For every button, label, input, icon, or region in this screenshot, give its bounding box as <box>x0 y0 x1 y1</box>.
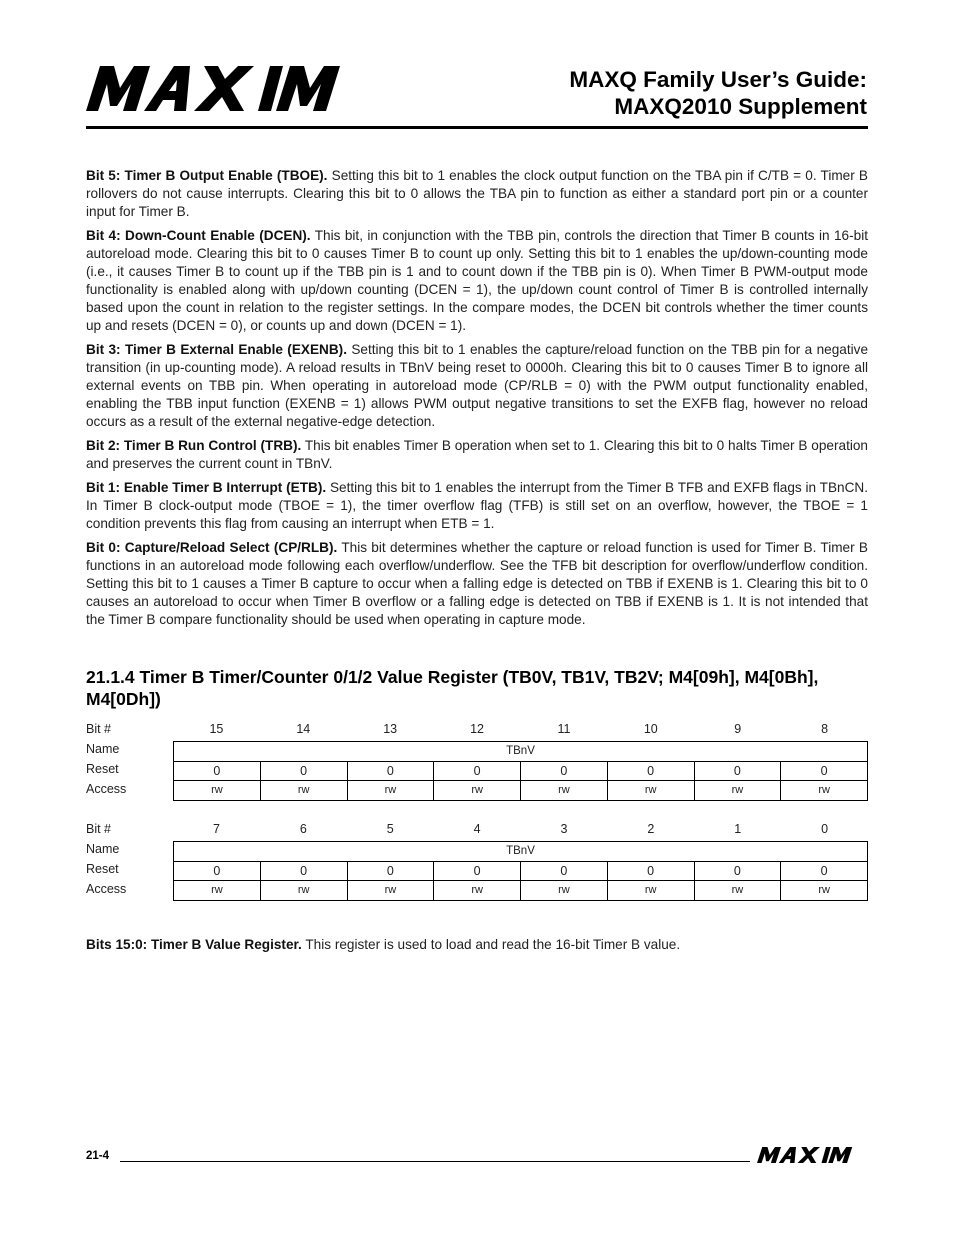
paragraph-label: Bit 0: Capture/Reload Select (CP/RLB). <box>86 540 338 555</box>
reset-cell: 0 <box>261 762 348 781</box>
paragraph-text: Setting this bit to 1 enables the interrupt from the Timer B TFB and EXFB flags in TBnCN. In Timer B clock-output mode (TBOE = 1), the timer overflow flag (TFB) is still set on an overflow, however, the TBOE = 1 condition prevents this flag from causing an interrupt when ETB = 1. <box>86 480 868 531</box>
paragraph-label: Bit 4: Down-Count Enable (DCEN). <box>86 228 311 243</box>
access-cells <box>173 881 868 901</box>
document-title <box>569 66 867 120</box>
paragraph-bit4 <box>86 227 868 335</box>
document-title-line1: MAXQ Family User’s Guide: <box>569 67 867 92</box>
maxim-footer-logo <box>757 1147 868 1163</box>
access-cell: rw <box>521 781 608 801</box>
reset-row-label: Reset <box>86 862 119 876</box>
reset-cell: 0 <box>695 762 782 781</box>
register-name-cell: TBnV <box>173 841 868 862</box>
paragraph-label: Bit 3: Timer B External Enable (EXENB). <box>86 342 347 357</box>
reset-cell: 0 <box>174 762 261 781</box>
paragraph-bit2 <box>86 437 868 473</box>
access-cells <box>173 781 868 801</box>
bit-number: 0 <box>821 822 829 836</box>
reset-cells <box>173 761 868 781</box>
bit-number: 5 <box>386 822 394 836</box>
access-cell: rw <box>348 781 435 801</box>
paragraph-text: This bit, in conjunction with the TBB pin, controls the direction that Timer B counts in 16-bit autoreload mode. Clearing this bit to 0 causes Timer B to count up only. Setting this bit to 1 enables the up/down-counting mode (i.e., it causes Timer B to count up if the TBB pin is 1 and to count down if the TBB pin is 0). When Timer B PWM-output mode functionality is enabled along with up/down counting (DCEN = 1), the up/down count control of Timer B is controlled internally based upon the count in relation to the register settings. In the compare modes, the DCEN bit controls whether the timer counts up and resets (DCEN = 0), or counts up and down (DCEN = 1). <box>86 228 868 333</box>
bit-row <box>86 821 868 841</box>
bit-number: 3 <box>560 822 568 836</box>
bit-row-label: Bit # <box>86 822 112 836</box>
name-row <box>86 741 868 761</box>
paragraph-text: This bit determines whether the capture or reload function is used for Timer B. Timer B functions in an autoreload mode following each overflow/underflow. See the TFB bit description for overflow/underflow condition. Setting this bit to 1 causes a Timer B capture to occur when a falling edge is detected on TBB if EXENB is 1. Clearing this bit to 0 causes an autoreload to occur when Timer B overflow or a falling edge is detected on TBB if EXENB is 1. It is not intended that the Timer B compare functionality should be used when operating in capture mode. <box>86 540 868 627</box>
access-cell: rw <box>261 781 348 801</box>
reset-row-label: Reset <box>86 762 119 776</box>
paragraph-label: Bit 5: Timer B Output Enable (TBOE). <box>86 168 328 183</box>
access-cell: rw <box>521 881 608 901</box>
access-cell: rw <box>261 881 348 901</box>
paragraph-bit0 <box>86 539 868 629</box>
bit-number: 8 <box>821 722 829 736</box>
bit-number: 14 <box>296 722 311 736</box>
reset-cell: 0 <box>434 762 521 781</box>
bit-number: 12 <box>470 722 485 736</box>
section-heading: 21.1.4 Timer B Timer/Counter 0/1/2 Value Register (TB0V, TB1V, TB2V; M4[09h], M4[0Bh], M4[0Dh]) <box>86 667 819 709</box>
paragraph-bit5 <box>86 167 868 221</box>
reset-row <box>86 761 868 781</box>
register-table-high <box>86 721 868 801</box>
access-row <box>86 781 868 801</box>
reset-row <box>86 861 868 881</box>
access-cell: rw <box>781 881 868 901</box>
reset-cell: 0 <box>348 762 435 781</box>
access-row-label: Access <box>86 882 127 896</box>
bit-number: 4 <box>473 822 481 836</box>
register-table-low <box>86 821 868 901</box>
description-text: This register is used to load and read the 16-bit Timer B value. <box>301 937 681 952</box>
reset-cell: 0 <box>608 762 695 781</box>
access-cell: rw <box>174 781 261 801</box>
description-label: Bits 15:0: Timer B Value Register. <box>86 937 302 952</box>
access-cell: rw <box>434 881 521 901</box>
reset-cell: 0 <box>521 762 608 781</box>
reset-cell: 0 <box>608 862 695 881</box>
access-cell: rw <box>174 881 261 901</box>
reset-cells <box>173 861 868 881</box>
footer-rule <box>120 1161 750 1162</box>
register-value-description <box>86 936 868 954</box>
document-title-line2: MAXQ2010 Supplement <box>614 94 867 119</box>
page-number: 21-4 <box>86 1150 110 1162</box>
reset-cell: 0 <box>434 862 521 881</box>
paragraph-label: Bit 1: Enable Timer B Interrupt (ETB). <box>86 480 327 495</box>
reset-cell: 0 <box>174 862 261 881</box>
access-cell: rw <box>608 781 695 801</box>
bit-number: 7 <box>212 822 220 836</box>
name-row-label: Name <box>86 742 120 756</box>
access-cell: rw <box>608 881 695 901</box>
access-row-label: Access <box>86 782 127 796</box>
bit-number: 9 <box>734 722 742 736</box>
reset-cell: 0 <box>781 862 868 881</box>
reset-cell: 0 <box>695 862 782 881</box>
name-row <box>86 841 868 861</box>
bit-number: 10 <box>643 722 658 736</box>
bit-number: 1 <box>734 822 742 836</box>
bit-numbers <box>173 822 868 836</box>
reset-cell: 0 <box>781 762 868 781</box>
bit-row <box>86 721 868 741</box>
maxim-logo <box>86 66 382 111</box>
reset-cell: 0 <box>348 862 435 881</box>
reset-cell: 0 <box>261 862 348 881</box>
maxim-logo-text: MAXIM <box>86 66 90 67</box>
paragraph-text: This bit enables Timer B operation when set to 1. Clearing this bit to 0 halts Timer B operation and preserves the current count in TBnV. <box>86 438 868 471</box>
bit-number: 11 <box>557 722 571 736</box>
bit-row-label: Bit # <box>86 722 112 736</box>
register-name-cell: TBnV <box>173 741 868 762</box>
paragraph-bit1 <box>86 479 868 533</box>
bit-descriptions <box>86 167 868 635</box>
access-cell: rw <box>348 881 435 901</box>
paragraph-text: Setting this bit to 1 enables the capture/reload function on the TBB pin for a negative transition (in up-counting mode). A reload results in TBnV being reset to 0000h. Clearing this bit to 0 causes Timer B to ignore all external events on TBB pin. When operating in autoreload mode (CP/RLB = 0) with the PWM output functionality enabled, enabling the TBB input function (EXENB = 1) allows PWM output negative transitions to set the EXFB flag, however no reload occurs as a result of the external negative-edge detection. <box>86 342 868 429</box>
access-cell: rw <box>695 881 782 901</box>
paragraph-text: Setting this bit to 1 enables the clock output function on the TBA pin if C/TB = 0. Timer B rollovers do not cause interrupts. Clearing this bit to 0 allows the TBA pin to function as either a standard port pin or a counter input for Timer B. <box>86 168 868 219</box>
access-cell: rw <box>434 781 521 801</box>
reset-cell: 0 <box>521 862 608 881</box>
bit-number: 13 <box>383 722 398 736</box>
paragraph-label: Bit 2: Timer B Run Control (TRB). <box>86 438 302 453</box>
header-rule <box>86 126 868 129</box>
paragraph-bit3 <box>86 341 868 431</box>
access-cell: rw <box>695 781 782 801</box>
bit-number: 15 <box>209 722 224 736</box>
bit-number: 6 <box>299 822 307 836</box>
bit-number: 2 <box>647 822 655 836</box>
bit-numbers <box>173 722 868 736</box>
access-cell: rw <box>781 781 868 801</box>
access-row <box>86 881 868 901</box>
name-row-label: Name <box>86 842 120 856</box>
